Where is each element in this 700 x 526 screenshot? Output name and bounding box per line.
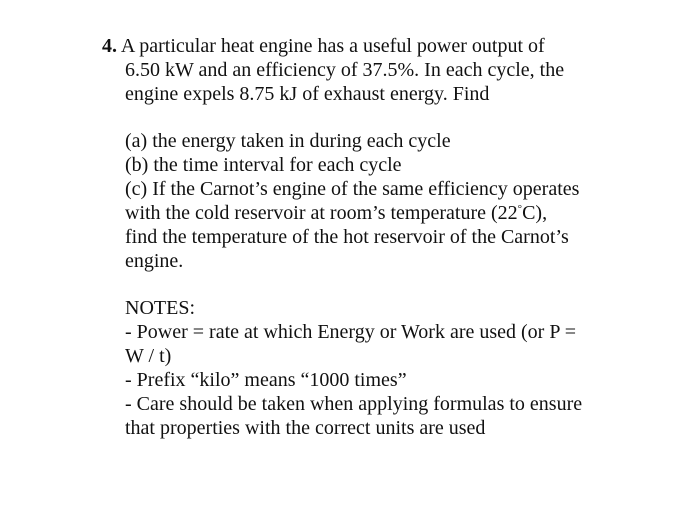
notes-line-1: - Power = rate at which Energy or Work are used (or P = [125,321,577,343]
question-c-line-4: engine. [125,250,184,272]
problem-number: 4. [102,35,117,57]
notes-line-5: that properties with the correct units are used [125,417,486,439]
question-c-line-2-end: C), [522,202,548,224]
question-c-line-2-text: with the cold reservoir at room’s temperature (22 [125,202,518,224]
notes-line-2: W / t) [125,345,172,367]
question-c-line-2 [125,201,547,225]
degree-symbol: ° [517,203,523,215]
problem-first-line [102,34,545,58]
notes-line-3: - Prefix “kilo” means “1000 times” [125,369,407,391]
question-a: (a) the energy taken in during each cycle [125,130,451,152]
question-c-line-3: find the temperature of the hot reservoir of the Carnot’s [125,226,569,248]
notes-heading: NOTES: [125,297,195,319]
notes-line-4: - Care should be taken when applying formulas to ensure [125,393,583,415]
problem-text-line-1: A particular heat engine has a useful power output of [120,35,545,57]
problem-text-line-2: 6.50 kW and an efficiency of 37.5%. In each cycle, the [125,59,565,81]
question-b: (b) the time interval for each cycle [125,154,402,176]
question-c-line-1: (c) If the Carnot’s engine of the same efficiency operates [125,178,580,200]
problem-text-line-3: engine expels 8.75 kJ of exhaust energy. Find [125,83,490,105]
